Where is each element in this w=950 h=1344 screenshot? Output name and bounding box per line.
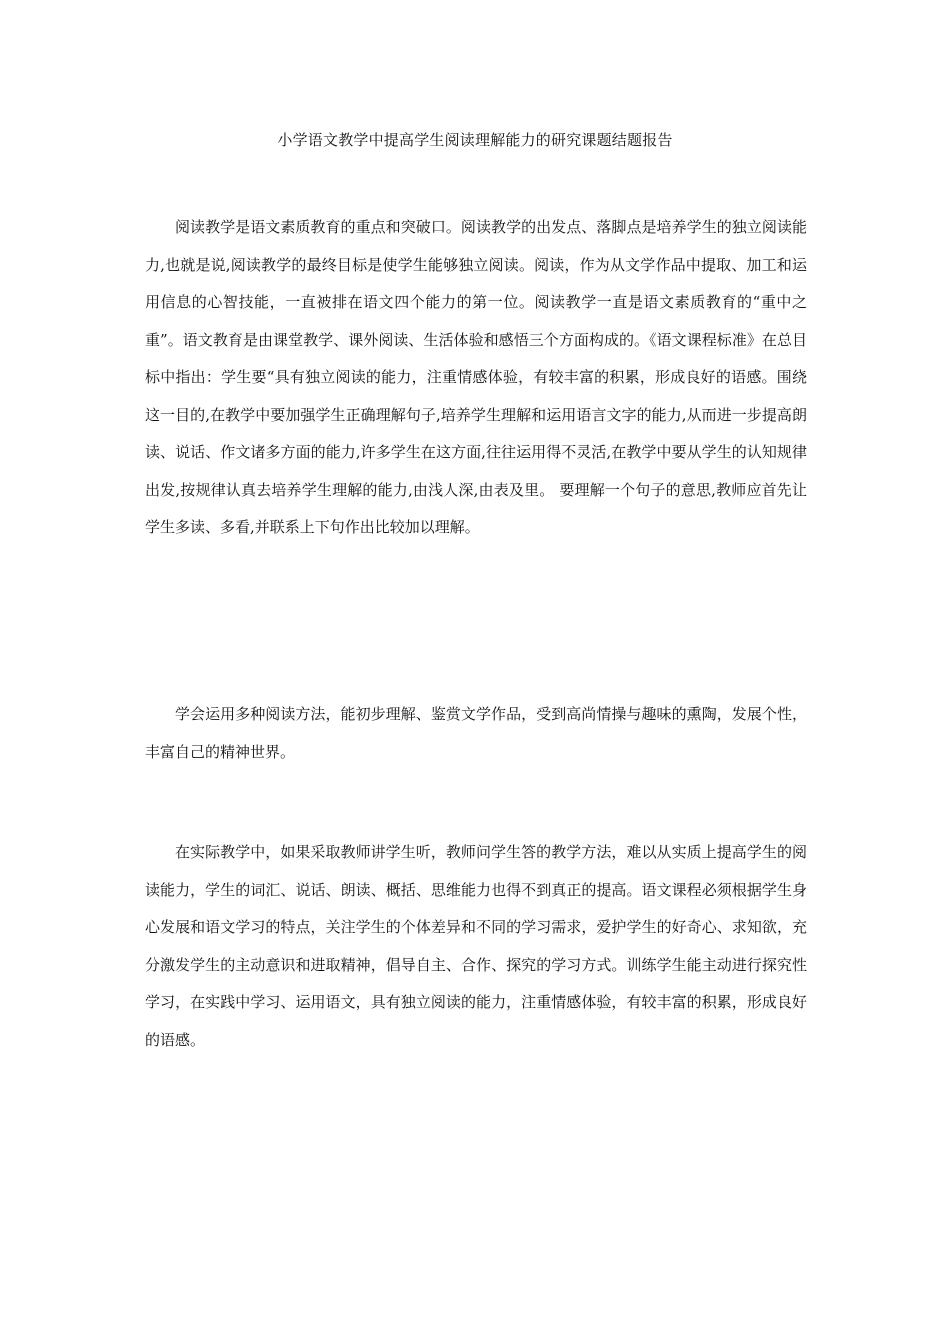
body-paragraph-1: 阅读教学是语文素质教育的重点和突破口。阅读教学的出发点、落脚点是培养学生的独立阅读能力,也就是说,阅读教学的最终目标是使学生能够独立阅读。阅读，作为从文学作品中提取、加工和运用信息的心智技能，一直被排在语文四个能力的第一位。阅读教学一直是语文素质教育的“重中之重”。语文教育是由课堂教学、课外阅读、生活体验和感悟三个方面构成的。《语文课程标准》在总目标中指出：学生要“具有独立阅读的能力，注重情感体验，有较丰富的积累，形成良好的语感。围绕这一目的,在教学中要加强学生正确理解句子,培养学生理解和运用语言文字的能力,从而进一步提高朗读、说话、作文诸多方面的能力,许多学生在这方面,往往运用得不灵活,在教学中要从学生的认知规律出发,按规律认真去培养学生理解的能力,由浅人深,由表及里。 要理解一个句子的意思,教师应首先让学生多读、多看,并联系上下句作出比较加以理解。 xyxy=(145,218,807,536)
document-title: 小学语文教学中提高学生阅读理解能力的研究课题结题报告 xyxy=(277,131,673,149)
body-paragraph-3: 在实际教学中，如果采取教师讲学生听，教师问学生答的教学方法，难以从实质上提高学生的阅读能力，学生的词汇、说话、朗读、概括、思维能力也得不到真正的提高。语文课程必须根据学生身心发展和语文学习的特点，关注学生的个体差异和不同的学习需求，爱护学生的好奇心、求知欲，充分激发学生的主动意识和进取精神，倡导自主、合作、探究的学习方式。训练学生能主动进行探究性学习，在实践中学习、运用语文，具有独立阅读的能力，注重情感体验，有较丰富的积累，形成良好的语感。 xyxy=(145,843,807,1049)
body-paragraph-2: 学会运用多种阅读方法，能初步理解、鉴赏文学作品，受到高尚情操与趣味的熏陶，发展个性，丰富自己的精神世界。 xyxy=(145,705,807,761)
